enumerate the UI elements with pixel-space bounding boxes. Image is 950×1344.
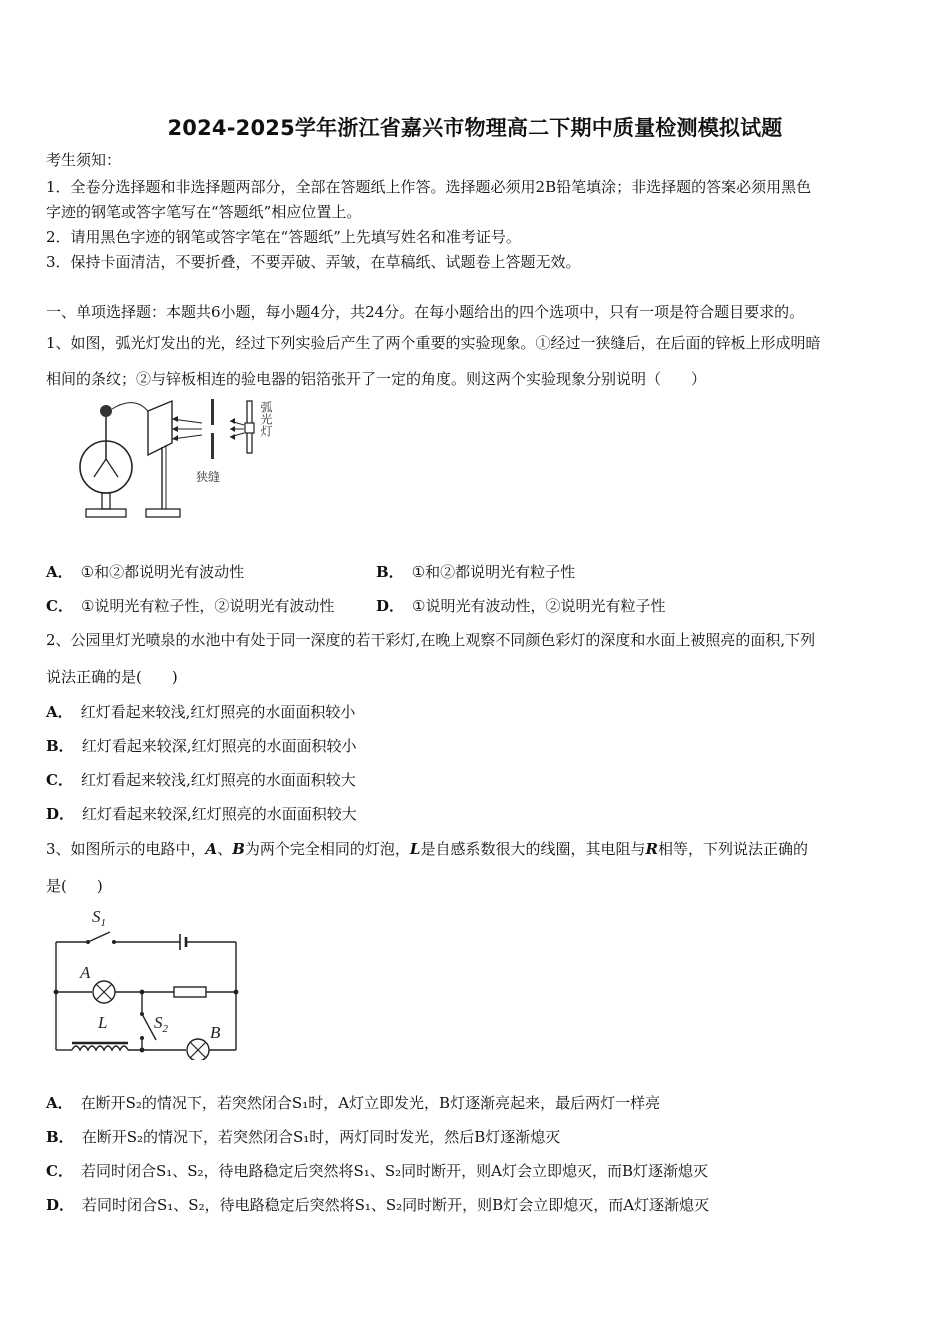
electroscope-ball xyxy=(100,405,112,417)
section-heading: 一、单项选择题：本题共6小题，每小题4分，共24分。在每小题给出的四个选项中，只有一项是符合题目要求的。 xyxy=(46,303,805,321)
q1-stem-line2: 相间的条纹；②与锌板相连的验电器的铝箔张开了一定的角度。则这两个实验现象分别说明（ ） xyxy=(46,370,707,388)
q1-photoelectric-figure xyxy=(68,397,288,523)
resistor-r xyxy=(174,987,206,997)
q2-stem-line2: 说法正确的是( ) xyxy=(46,668,178,686)
page-title: 2024-2025学年浙江省嘉兴市物理高二下期中质量检测模拟试题 xyxy=(167,116,783,140)
notice-item: 2．请用黑色字迹的钢笔或答字笔在“答题纸”上先填写姓名和准考证号。 xyxy=(46,228,521,246)
plate-stand-base xyxy=(146,509,180,517)
q3-circuit-figure xyxy=(48,904,248,1060)
foil-right xyxy=(106,459,118,477)
lamp-a-label: A xyxy=(80,963,91,982)
arc-lamp-label: 弧光灯 xyxy=(259,401,273,437)
q3-option-b[interactable]: B． 在断开S₂的情况下，若突然闭合S₁时，两灯同时发光，然后B灯逐渐熄灭 xyxy=(46,1128,561,1146)
q1-stem-line1: 1、如图，弧光灯发出的光，经过下列实验后产生了两个重要的实验现象。①经过一狭缝后，在后面的锌板上形成明暗 xyxy=(46,334,821,352)
q2-option-d[interactable]: D． 红灯看起来较深,红灯照亮的水面面积较大 xyxy=(46,805,357,823)
slit-upper xyxy=(211,399,214,425)
s1-label: $S_1$ xyxy=(92,907,106,929)
notice-item: 1．全卷分选择题和非选择题两部分，全部在答题纸上作答。选择题必须用2B铅笔填涂；非选择题的答案必须用黑色 xyxy=(46,178,812,196)
notice-heading: 考生须知： xyxy=(46,151,122,169)
q3-stem-line2: 是( ) xyxy=(46,877,103,895)
q3-option-c[interactable]: C． 若同时闭合S₁、S₂，待电路稳定后突然将S₁、S₂同时断开，则A灯会立即熄灭，而B灯逐渐熄灭 xyxy=(46,1162,708,1180)
q1-option-a[interactable]: A． ①和②都说明光有波动性 xyxy=(46,563,245,581)
coil-l xyxy=(72,1046,128,1050)
lamp-b-label: B xyxy=(210,1023,221,1042)
electroscope-base xyxy=(86,509,126,517)
q2-option-a[interactable]: A． 红灯看起来较浅,红灯照亮的水面面积较小 xyxy=(46,703,356,721)
q2-option-c[interactable]: C． 红灯看起来较浅,红灯照亮的水面面积较大 xyxy=(46,771,356,789)
slit-label: 狭缝 xyxy=(196,470,221,484)
q1-option-b[interactable]: B． ①和②都说明光有粒子性 xyxy=(376,563,576,581)
notice-item: 3．保持卡面清洁，不要折叠，不要弄破、弄皱，在草稿纸、试题卷上答题无效。 xyxy=(46,253,581,271)
q1-option-d[interactable]: D． ①说明光有波动性，②说明光有粒子性 xyxy=(376,597,666,615)
q2-stem-line1: 2、公园里灯光喷泉的水池中有处于同一深度的若干彩灯,在晚上观察不同颜色彩灯的深度和水面上被照亮的面积,下列 xyxy=(46,631,816,649)
q3-stem-line1: 3、如图所示的电路中，A、B为两个完全相同的灯泡，L是自感系数很大的线圈，其电阻与R相等，下列说法正确的 xyxy=(46,840,808,858)
q3-option-d[interactable]: D． 若同时闭合S₁、S₂，待电路稳定后突然将S₁、S₂同时断开，则B灯会立即熄灭，而A灯逐渐熄灭 xyxy=(46,1196,710,1214)
zinc-plate xyxy=(148,401,172,455)
foil-left xyxy=(94,459,106,477)
s2-label: $S_2$ xyxy=(154,1013,168,1035)
q3-option-a[interactable]: A． 在断开S₂的情况下，若突然闭合S₁时，A灯立即发光，B灯逐渐亮起来，最后两灯一样亮 xyxy=(46,1094,661,1112)
q2-option-b[interactable]: B． 红灯看起来较深,红灯照亮的水面面积较小 xyxy=(46,737,357,755)
q1-option-c[interactable]: C． ①说明光有粒子性，②说明光有波动性 xyxy=(46,597,335,615)
slit-lower xyxy=(211,433,214,459)
switch-s1 xyxy=(88,932,110,942)
coil-label: L xyxy=(98,1013,108,1032)
notice-item: 字迹的钢笔或答字笔写在“答题纸”相应位置上。 xyxy=(46,203,362,221)
